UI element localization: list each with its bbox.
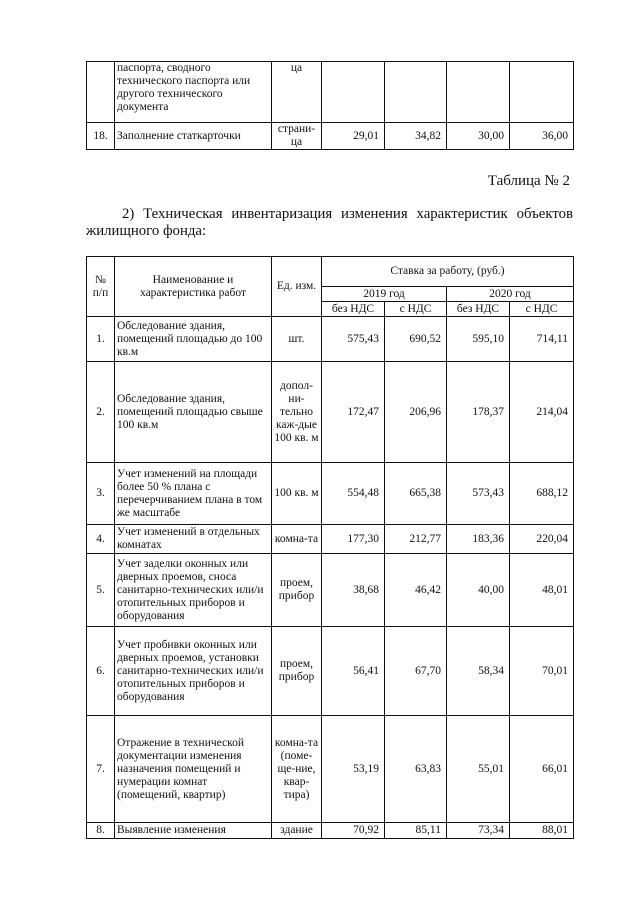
table-row	[87, 554, 574, 627]
unit: комна-та (поме-ще-ние, квар-тира)	[272, 716, 322, 823]
header-vat: с НДС	[510, 302, 574, 317]
rate-2019-no-vat: 554,48	[322, 463, 385, 525]
rate-2019-vat: 63,83	[385, 716, 447, 823]
table-row	[87, 525, 574, 554]
row-number: 7.	[87, 716, 115, 823]
rate-2020-no-vat: 55,01	[447, 716, 510, 823]
rate-2020-vat	[510, 62, 574, 123]
table-row	[87, 317, 574, 362]
row-number: 3.	[87, 463, 115, 525]
rate-2020-vat: 714,11	[510, 317, 574, 362]
section-heading: 2) Техническая инвентаризация изменения характеристик объектов жилищного фонда:	[86, 206, 573, 239]
header-row	[87, 257, 574, 287]
header-year-2020: 2020 год	[447, 287, 574, 302]
header-unit: Ед. изм.	[272, 257, 322, 317]
work-name: Обследование здания, помещений площадью до 100 кв.м	[115, 317, 272, 362]
row-number: 8.	[87, 823, 115, 839]
rate-2020-no-vat: 573,43	[447, 463, 510, 525]
row-number: 5.	[87, 554, 115, 627]
work-name: Заполнение статкарточки	[115, 123, 272, 150]
unit: комна-та	[272, 525, 322, 554]
work-name: Учет изменений в отдельных комнатах	[115, 525, 272, 554]
row-number: 2.	[87, 362, 115, 463]
rate-2019-vat: 34,82	[385, 123, 447, 150]
rate-2019-no-vat	[322, 62, 385, 123]
table-row	[87, 362, 574, 463]
unit: 100 кв. м	[272, 463, 322, 525]
unit: страни-ца	[272, 123, 322, 150]
table-caption: Таблица № 2	[487, 173, 570, 189]
work-name: Обследование здания, помещений площадью свыше 100 кв.м	[115, 362, 272, 463]
rate-2019-no-vat: 53,19	[322, 716, 385, 823]
header-no-vat: без НДС	[447, 302, 510, 317]
continuation-table	[86, 61, 574, 150]
rate-2020-vat: 214,04	[510, 362, 574, 463]
rate-2019-no-vat: 575,43	[322, 317, 385, 362]
header-number: № п/п	[87, 257, 115, 317]
unit: здание	[272, 823, 322, 839]
rate-2019-no-vat: 56,41	[322, 627, 385, 716]
rate-2019-vat: 690,52	[385, 317, 447, 362]
header-no-vat: без НДС	[322, 302, 385, 317]
row-number	[87, 62, 115, 123]
rate-2020-vat: 220,04	[510, 525, 574, 554]
unit: проем, прибор	[272, 554, 322, 627]
rate-2020-vat: 66,01	[510, 716, 574, 823]
rates-table	[86, 256, 574, 839]
table-row	[87, 716, 574, 823]
rate-2019-no-vat: 38,68	[322, 554, 385, 627]
table-row	[87, 823, 574, 839]
unit: шт.	[272, 317, 322, 362]
rate-2019-no-vat: 177,30	[322, 525, 385, 554]
row-number: 18.	[87, 123, 115, 150]
rate-2019-vat	[385, 62, 447, 123]
rate-2019-no-vat: 29,01	[322, 123, 385, 150]
rate-2020-vat: 36,00	[510, 123, 574, 150]
rate-2020-vat: 70,01	[510, 627, 574, 716]
table-row	[87, 62, 574, 123]
rate-2020-no-vat: 183,36	[447, 525, 510, 554]
table-row	[87, 627, 574, 716]
row-number: 1.	[87, 317, 115, 362]
rate-2019-vat: 212,77	[385, 525, 447, 554]
row-number: 6.	[87, 627, 115, 716]
work-name: Выявление изменения	[115, 823, 272, 839]
unit: допол-ни-тельно каж-дые 100 кв. м	[272, 362, 322, 463]
work-name: Учет пробивки оконных или дверных проемов, установки санитарно-технических или/и отопительных приборов и оборудования	[115, 627, 272, 716]
header-rate: Ставка за работу, (руб.)	[322, 257, 574, 287]
rate-2020-vat: 688,12	[510, 463, 574, 525]
rate-2019-vat: 85,11	[385, 823, 447, 839]
work-name: Отражение в технической документации изменения назначения помещений и нумерации комнат (помещений, квартир)	[115, 716, 272, 823]
rate-2019-no-vat: 70,92	[322, 823, 385, 839]
table-row	[87, 123, 574, 150]
rate-2020-no-vat	[447, 62, 510, 123]
work-name: паспорта, сводного технического паспорта или другого технического документа	[115, 62, 272, 123]
rate-2020-vat: 48,01	[510, 554, 574, 627]
unit: ца	[272, 62, 322, 123]
rate-2020-no-vat: 73,34	[447, 823, 510, 839]
row-number: 4.	[87, 525, 115, 554]
header-year-2019: 2019 год	[322, 287, 447, 302]
rate-2020-no-vat: 58,34	[447, 627, 510, 716]
rate-2019-vat: 665,38	[385, 463, 447, 525]
rate-2020-no-vat: 178,37	[447, 362, 510, 463]
work-name: Учет изменений на площади более 50 % плана с перечерчиванием плана в том же масштабе	[115, 463, 272, 525]
rate-2020-vat: 88,01	[510, 823, 574, 839]
work-name: Учет заделки оконных или дверных проемов, сноса санитарно-технических или/и отопительных приборов и оборудования	[115, 554, 272, 627]
rate-2019-vat: 206,96	[385, 362, 447, 463]
rate-2019-no-vat: 172,47	[322, 362, 385, 463]
rate-2020-no-vat: 40,00	[447, 554, 510, 627]
unit: проем, прибор	[272, 627, 322, 716]
rate-2020-no-vat: 595,10	[447, 317, 510, 362]
table-row	[87, 463, 574, 525]
header-vat: с НДС	[385, 302, 447, 317]
header-name: Наименование и характеристика работ	[115, 257, 272, 317]
rate-2020-no-vat: 30,00	[447, 123, 510, 150]
rate-2019-vat: 46,42	[385, 554, 447, 627]
rate-2019-vat: 67,70	[385, 627, 447, 716]
